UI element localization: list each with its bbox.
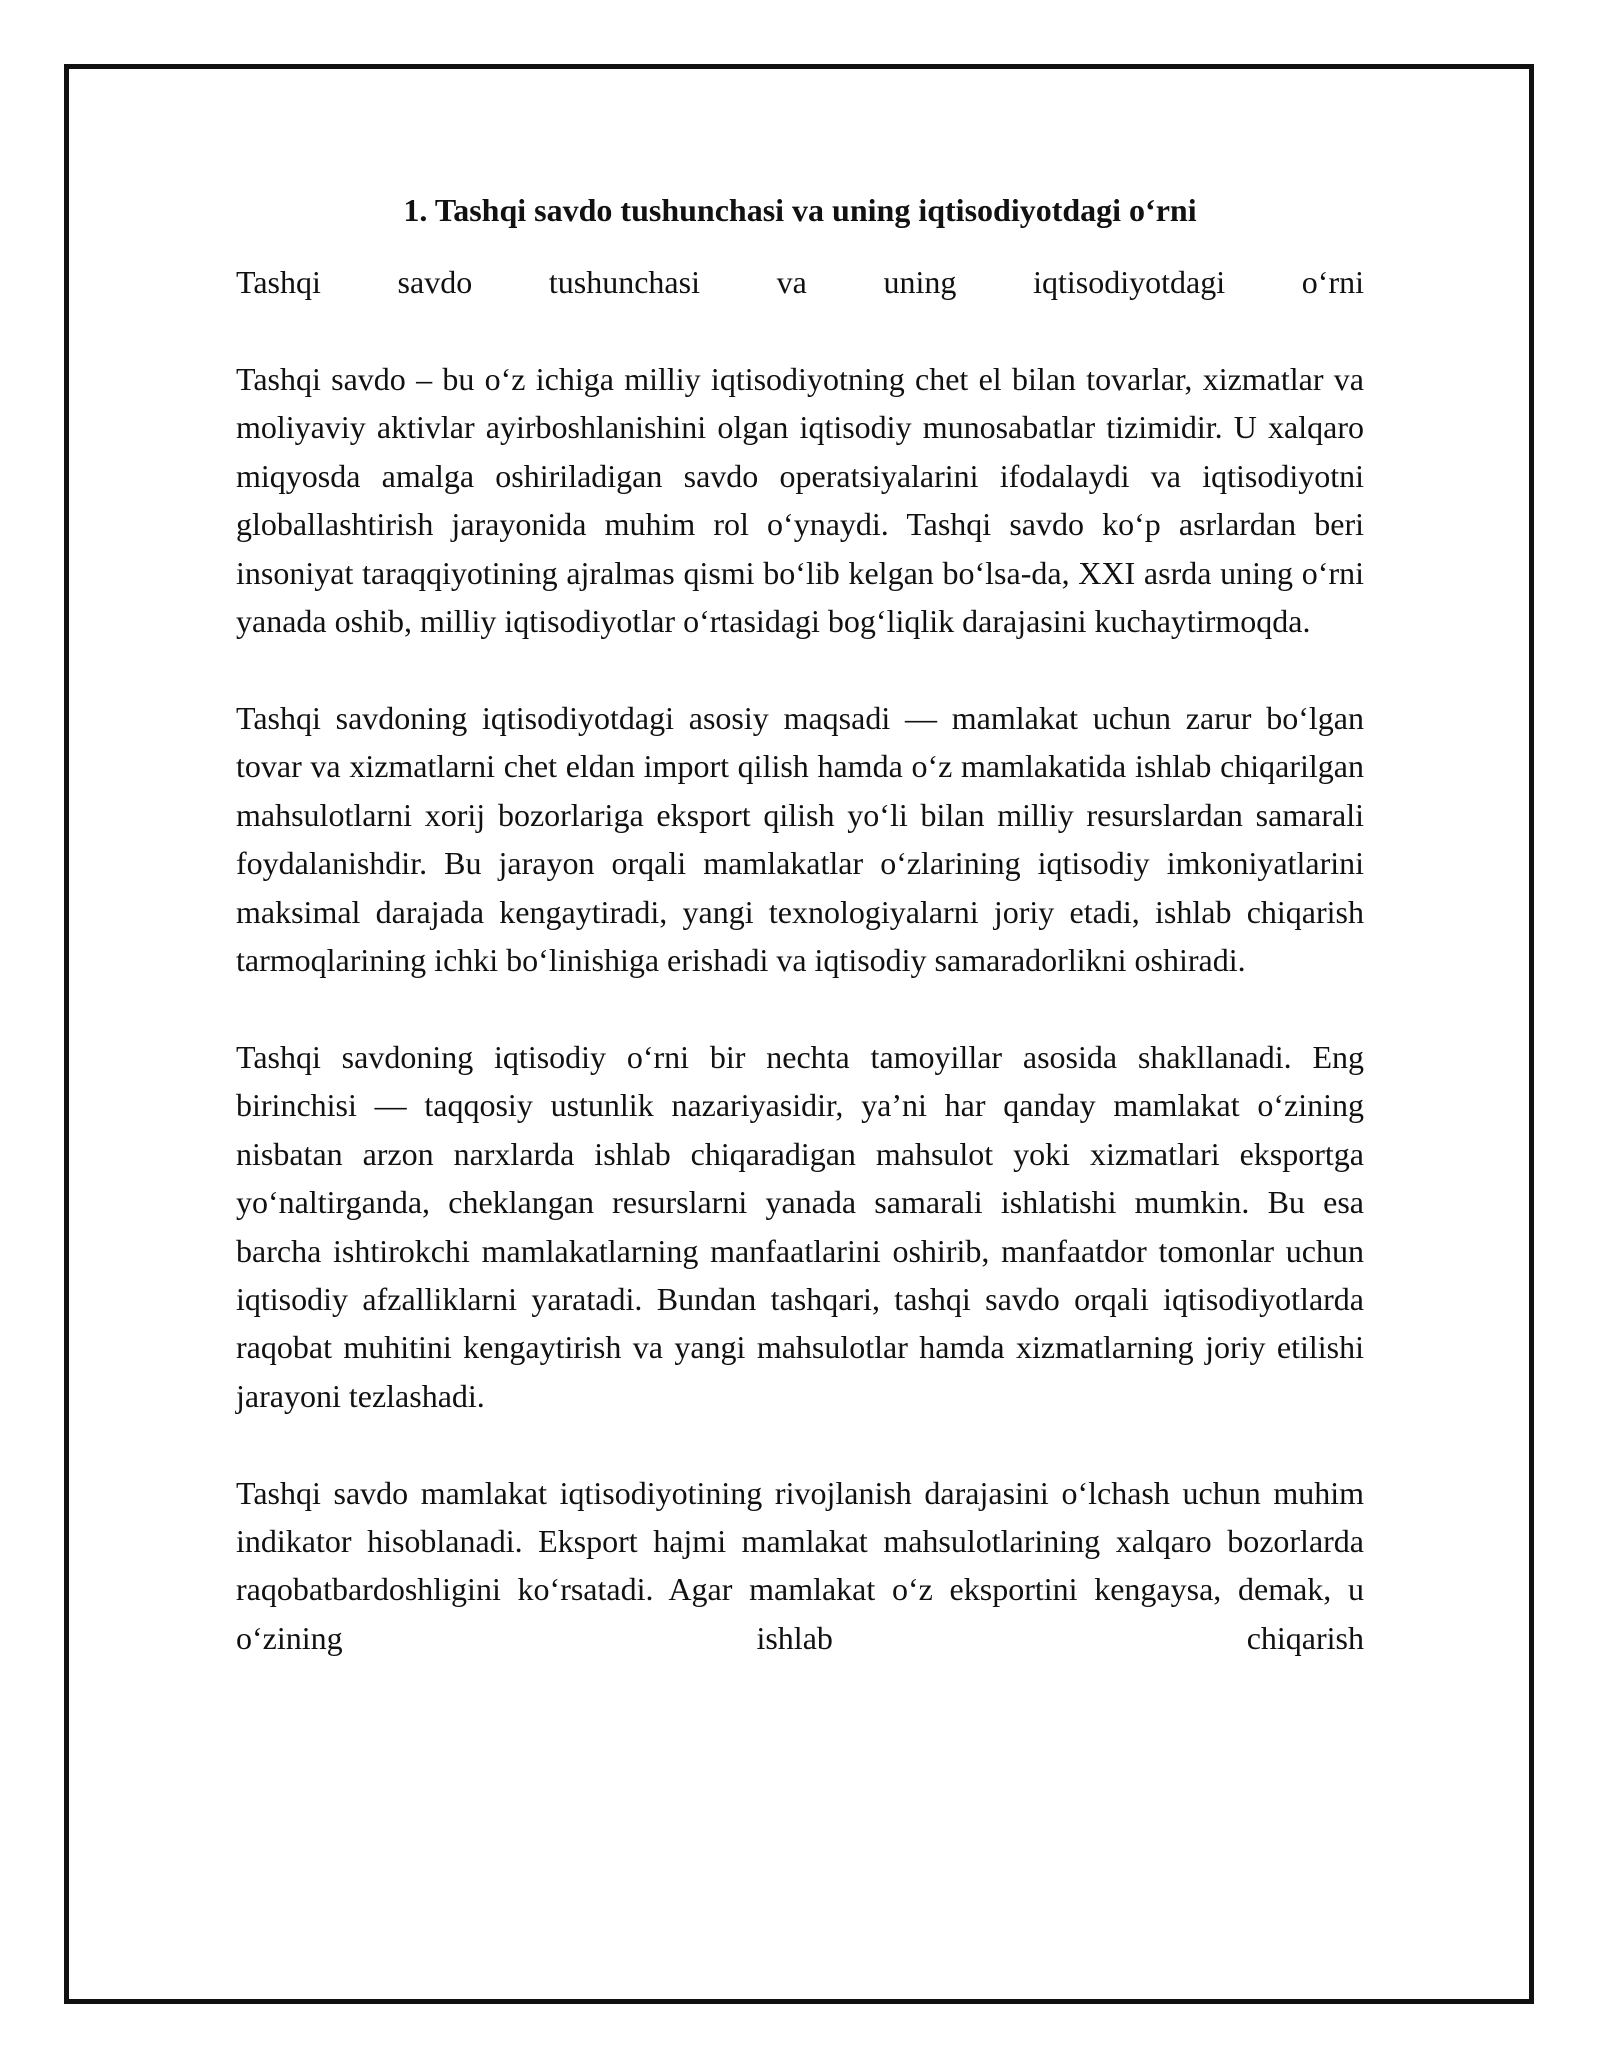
section-heading: 1. Tashqi savdo tushunchasi va uning iqtisodiyotdagi o‘rni: [403, 192, 1197, 228]
paragraph-1: Tashqi savdo – bu o‘z ichiga milliy iqtisodiyotning chet el bilan tovarlar, xizmatlar va moliyaviy aktivlar ayirboshlanishini olgan iqtisodiy munosabatlar tizimidir. U xalqaro miqyosda amalga oshiriladigan savdo operatsiyalarini ifodalaydi va iqtisodiyotni globallashtirish jarayonida muhim rol o‘ynaydi. Tashqi savdo ko‘p asrlardan beri insoniyat taraqqiyotining ajralmas qismi bo‘lib kelgan bo‘lsa-da, XXI asrda uning o‘rni yanada oshib, milliy iqtisodiyotlar o‘rtasidagi bog‘liqlik darajasini kuchaytirmoqda.: [236, 361, 1364, 640]
document-body: [236, 188, 1364, 1662]
paragraph-2: Tashqi savdoning iqtisodiyotdagi asosiy maqsadi — mamlakat uchun zarur bo‘lgan tovar va xizmatlarni chet eldan import qilish hamda o‘z mamlakatida ishlab chiqarilgan mahsulotlarni xorij bozorlariga eksport qilish yo‘li bilan milliy resurslardan samarali foydalanishdir. Bu jarayon orqali mamlakatlar o‘zlarining iqtisodiy imkoniyatlarini maksimal darajada kengaytiradi, yangi texnologiyalarni joriy etadi, ishlab chiqarish tarmoqlarining ichki bo‘linishiga erishadi va iqtisodiy samaradorlikni oshiradi.: [236, 699, 1364, 978]
section-subtitle: Tashqi savdo tushunchasi va uning iqtisodiyotdagi o‘rni: [236, 264, 1364, 300]
paragraph-3: Tashqi savdoning iqtisodiy o‘rni bir nechta tamoyillar asosida shakllanadi. Eng birinchisi — taqqosiy ustunlik nazariyasidir, ya’ni har qanday mamlakat o‘zining nisbatan arzon narxlarda ishlab chiqaradigan mahsulot yoki xizmatlari eksportga yo‘naltirganda, cheklangan resurslarni yanada samarali ishlatishi mumkin. Bu esa barcha ishtirokchi mamlakatlarning manfaatlarini oshirib, manfaatdor tomonlar uchun iqtisodiy afzalliklarni yaratadi. Bundan tashqari, tashqi savdo orqali iqtisodiyotlarda raqobat muhitini kengaytirish va yangi mahsulotlar hamda xizmatlarning joriy etilishi jarayoni tezlashadi.: [236, 1038, 1364, 1414]
paragraph-4: Tashqi savdo mamlakat iqtisodiyotining rivojlanish darajasini o‘lchash uchun muhim indikator hisoblanadi. Eksport hajmi mamlakat mahsulotlarining xalqaro bozorlarda raqobatbardoshligini ko‘rsatadi. Agar mamlakat o‘z eksportini kengaysa, demak, u o‘zining ishlab chiqarish: [236, 1474, 1364, 1656]
